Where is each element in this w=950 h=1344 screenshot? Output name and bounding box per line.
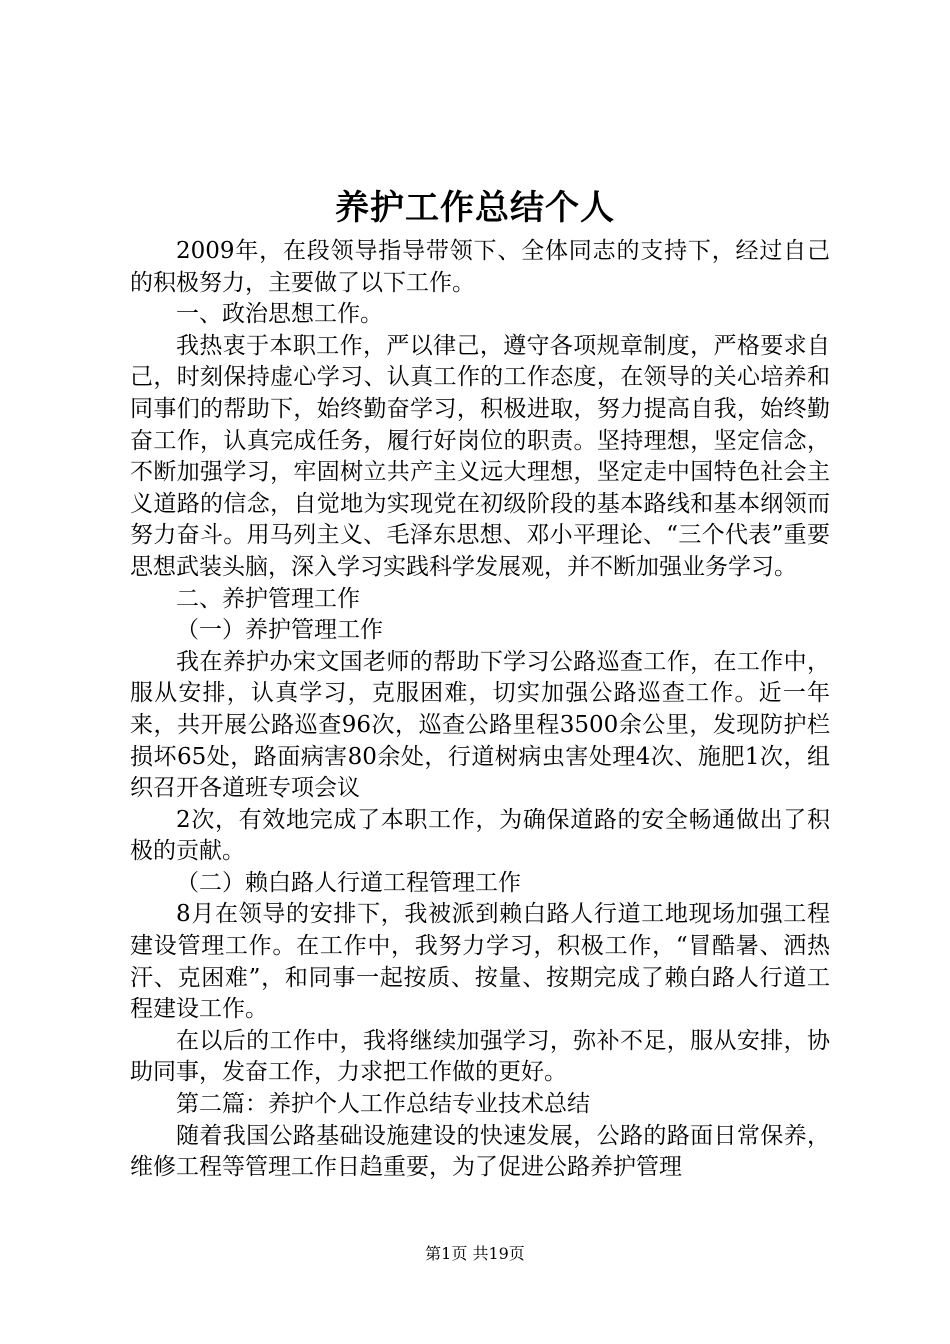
subsection-heading-maintenance: （一）养护管理工作 bbox=[176, 617, 383, 644]
paragraph-inspection: 我在养护办宋文国老师的帮助下学习公路巡查工作，在工作中，服从安排，认真学习，克服困难，切实加强公路巡查工作。近一年来，共开展公路巡查96次，巡查公路里程3500余公里，发现防护栏损坏65处，路面病害80余处，行道树病虫害处理4次、施肥1次，组织召开各道班专项会议 bbox=[130, 648, 830, 802]
paragraph-sidewalk: 8月在领导的安排下，我被派到赖白路人行道工地现场加强工程建设管理工作。在工作中，我努力学习，积极工作，“冒酷暑、洒热汗、克困难”，和同事一起按质、按量、按期完成了赖白路人行道工程建设工作。 bbox=[130, 901, 830, 1023]
section-heading-maintenance: 二、养护管理工作 bbox=[176, 585, 360, 612]
subsection-heading-sidewalk: （二）赖白路人行道工程管理工作 bbox=[176, 869, 521, 896]
document-title: 养护工作总结个人 bbox=[335, 188, 615, 228]
section-heading-political: 一、政治思想工作。 bbox=[176, 301, 383, 328]
paragraph-future: 在以后的工作中，我将继续加强学习，弥补不足，服从安排，协助同事，发奋工作，力求把工作做的更好。 bbox=[130, 1027, 830, 1086]
paragraph-political: 我热衷于本职工作，严以律己，遵守各项规章制度，严格要求自己，时刻保持虚心学习、认真工作的工作态度，在领导的关心培养和同事们的帮助下，始终勤奋学习，积极进取，努力提高自我，始终勤奋工作，认真完成任务，履行好岗位的职责。坚持理想，坚定信念，不断加强学习，牢固树立共产主义远大理想，坚定走中国特色社会主义道路的信念，自觉地为实现党在初级阶段的基本路线和基本纲领而努力奋斗。用马列主义、毛泽东思想、邓小平理论、“三个代表”重要思想武装头脑，深入学习实践科学发展观，并不断加强业务学习。 bbox=[130, 332, 830, 580]
paragraph-intro: 2009年，在段领导指导带领下、全体同志的支持下，经过自己的积极努力，主要做了以下工作。 bbox=[130, 238, 830, 296]
document-body bbox=[130, 236, 830, 1184]
page-number-footer: 第1页 共19页 bbox=[425, 1244, 525, 1263]
paragraph-inspection-continued: 2次，有效地完成了本职工作，为确保道路的安全畅通做出了积极的贡献。 bbox=[130, 806, 830, 865]
section-heading-second-article: 第二篇：养护个人工作总结专业技术总结 bbox=[176, 1091, 590, 1118]
paragraph-second-article: 随着我国公路基础设施建设的快速发展，公路的路面日常保养，维修工程等管理工作日趋重要，为了促进公路养护管理 bbox=[130, 1122, 830, 1181]
